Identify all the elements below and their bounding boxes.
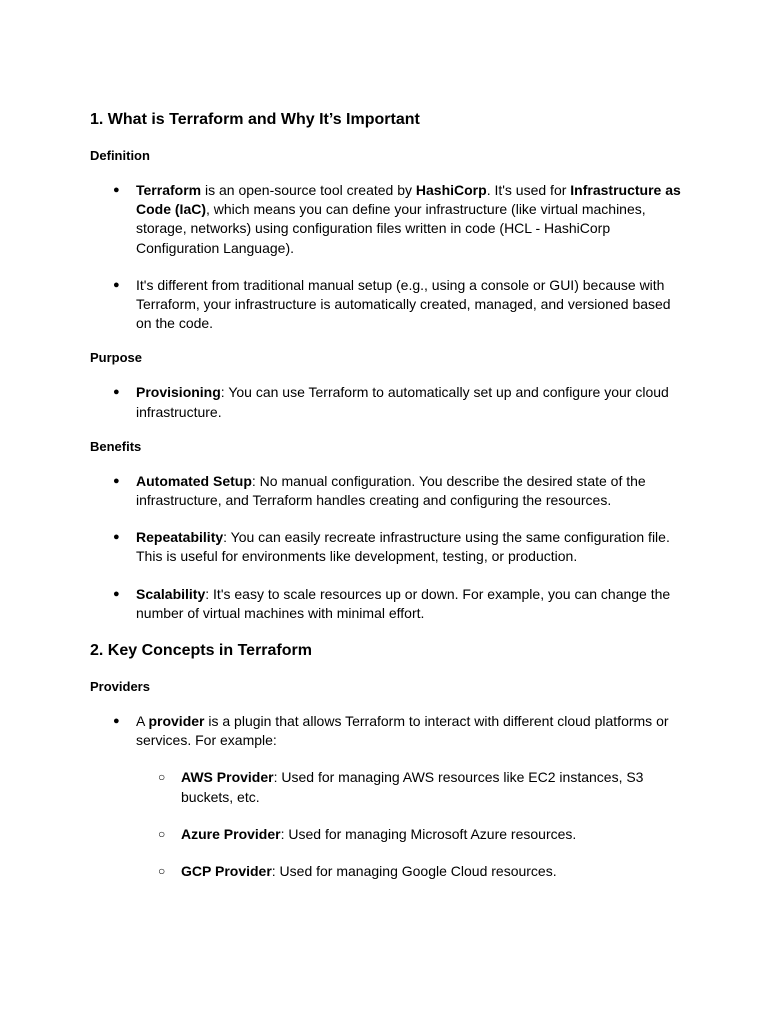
list-item: ● Automated Setup: No manual configuration. You describe the desired state of the infrastructure, and Terraform handles creating and configuring the resources. — [113, 472, 646, 509]
bullet-icon: ● — [113, 587, 120, 600]
definition-heading: Definition — [90, 148, 150, 163]
hollow-bullet-icon: ○ — [158, 826, 166, 841]
list-item: ● Provisioning: You can use Terraform to automatically set up and configure your cloud infrastructure. — [113, 384, 669, 420]
purpose-list — [90, 383, 690, 421]
sub-list-item: ○ Azure Provider: Used for managing Microsoft Azure resources. — [90, 825, 690, 844]
benefits-heading: Benefits — [90, 438, 142, 454]
providers-heading: Providers — [90, 679, 150, 695]
list-item: ● It's different from traditional manual setup (e.g., using a console or GUI) because with Terraform, your infrastructure is automatically created, managed, and versioned based on the code. — [113, 276, 671, 332]
hollow-bullet-icon: ○ — [158, 864, 166, 879]
sub-list-item: ○ GCP Provider: Used for managing Google Cloud resources. — [90, 862, 690, 881]
bullet-icon: ● — [113, 386, 120, 399]
purpose-heading: Purpose — [90, 350, 143, 366]
bullet-icon: ● — [113, 184, 120, 196]
bullet-icon: ● — [113, 531, 120, 544]
definition-list — [90, 181, 690, 333]
list-item: ● Terraform is an open-source tool created by HashiCorp. It's used for Infrastructure as Code (IaC), which means you can define your infrastructure (like virtual machines, storage, networks) using configuration files written in code (HCL - HashiCorp Configuration Language). — [113, 182, 681, 256]
bullet-icon: ● — [113, 278, 120, 291]
benefits-list — [90, 472, 690, 623]
sub-list-item: ○ AWS Provider: Used for managing AWS resources like EC2 instances, S3 buckets, etc. — [158, 769, 644, 805]
section-2-heading: 2. Key Concepts in Terraform — [90, 642, 312, 660]
providers-sub-list — [90, 768, 690, 881]
list-item: ● Scalability: It's easy to scale resources up or down. For example, you can change the number of virtual machines with minimal effort. — [113, 585, 671, 621]
section-1-heading: 1. What is Terraform and Why It’s Important — [90, 111, 420, 128]
document-page — [90, 109, 690, 881]
list-item: ● A provider is a plugin that allows Terraform to interact with different cloud platforms or services. For example: — [113, 713, 669, 749]
bullet-icon: ● — [113, 474, 120, 487]
providers-list — [90, 712, 690, 750]
bullet-icon: ● — [113, 715, 120, 728]
hollow-bullet-icon: ○ — [158, 770, 166, 785]
list-item: ● Repeatability: You can easily recreate infrastructure using the same configuration file. This is useful for environments like development, testing, or production. — [113, 529, 670, 565]
